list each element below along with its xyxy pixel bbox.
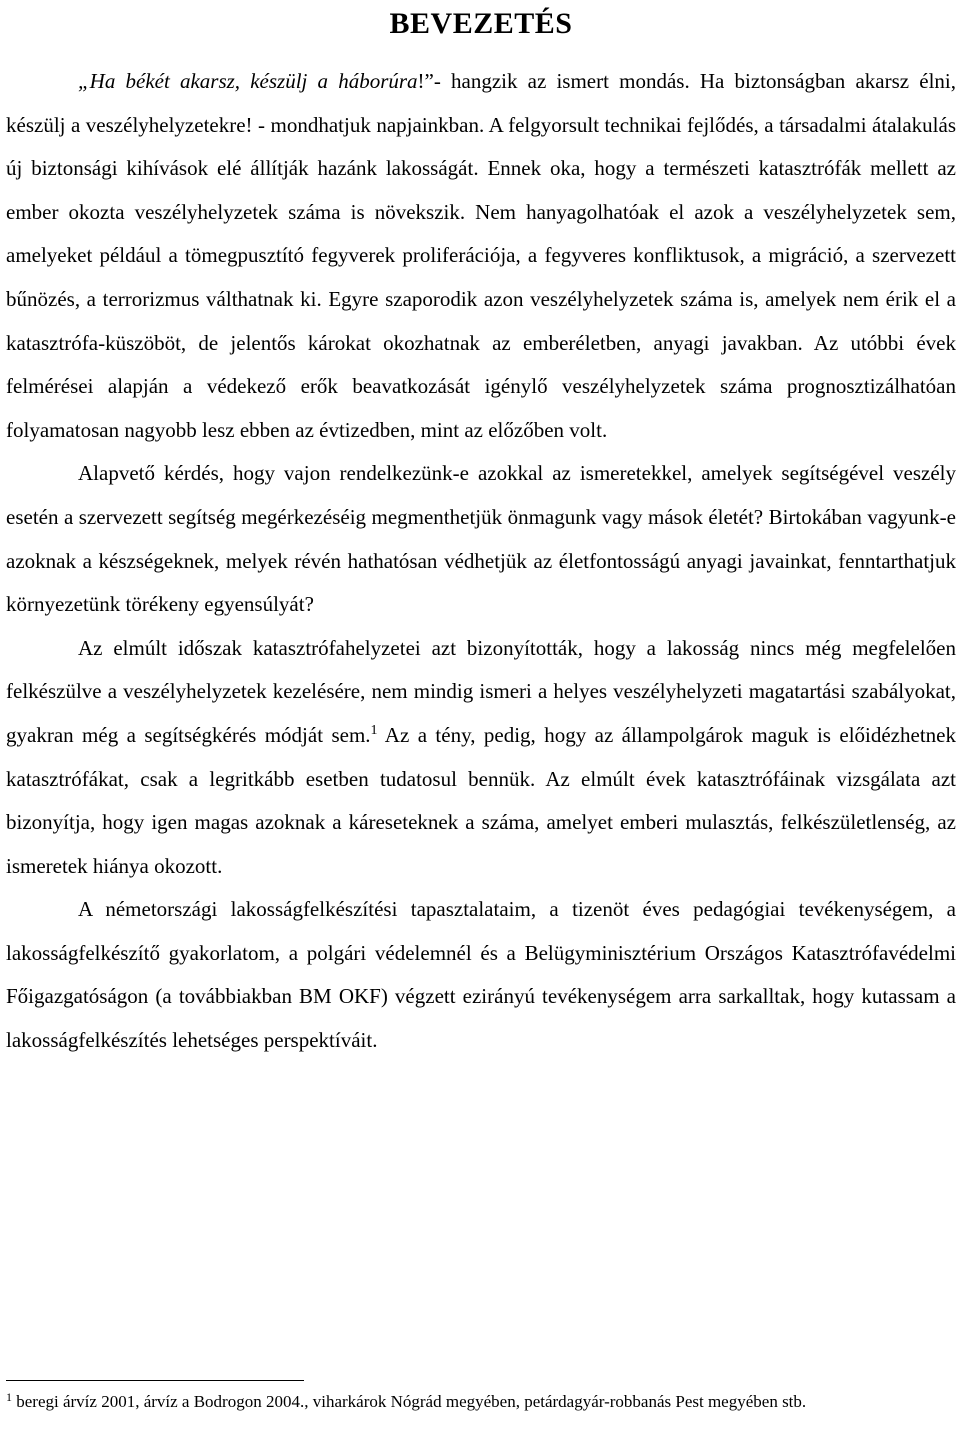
- footnote-number: 1: [6, 1390, 12, 1404]
- quote-text: „Ha békét akarsz, készülj a háborúra: [78, 69, 418, 93]
- footnote: [6, 1390, 886, 1413]
- page-title: BEVEZETÉS: [389, 7, 573, 40]
- paragraph-introduction: [6, 60, 956, 452]
- paragraph-experience: [6, 627, 956, 889]
- footnote-reference: 1: [370, 722, 378, 738]
- paragraph-text: Az elmúlt időszak katasztrófahelyzetei azt bizonyították, hogy a lakosság nincs még megfelelően felkészülve a veszélyhelyzetek kezelésére, nem mindig ismeri a helyes veszélyhelyzeti magatartási szabályokat, gyakran még a segítségkérés módját sem.: [6, 635, 956, 747]
- paragraph-motivation: A németországi lakosságfelkészítési tapasztalataim, a tizenöt éves pedagógiai tevékenységem, a lakosságfelkészítő gyakorlatom, a polgári védelemnél és a Belügyminisztérium Országos Katasztrófavédelmi Főigazgatóságon (a továbbiakban BM OKF) végzett ezirányú tevékenységem arra sarkalltak, hogy kutassam a lakosságfelkészítés lehetséges perspektíváit.: [6, 897, 956, 1053]
- paragraph-text: Az a tény, pedig, hogy az állampolgárok maguk is előidézhetnek katasztrófákat, csak a legritkább esetben tudatosul bennük. Az elmúlt évek katasztrófáinak vizsgálata azt bizonyítja, hogy igen magas azoknak a káreseteknek a száma, amelyet emberi mulasztás, felkészületlenség, az ismeretek hiánya okozott.: [6, 722, 956, 878]
- document-page: [6, 0, 956, 1063]
- paragraph-text: !”- hangzik az ismert mondás. Ha biztonságban akarsz élni, készülj a veszélyhelyzetekre! - mondhatjuk napjainkban. A felgyorsult technikai fejlődés, a társadalmi átalakulás új biztonsági kihívások elé állítják hazánk lakosságát. Ennek oka, hogy a természeti katasztrófák mellett az ember okozta veszélyhelyzetek száma is növekszik. Nem hanyagolhatóak el azok a veszélyhelyzetek sem, amelyeket például a tömegpusztító fegyverek proliferációja, a fegyveres konfliktusok, a migráció, a szervezett bűnözés, a terrorizmus válthatnak ki. Egyre szaporodik azon veszélyhelyzetek száma is, amelyek nem érik el a katasztrófa-küszöböt, de jelentős károkat okozhatnak az emberéletben, anyagi javakban. Az utóbbi évek felmérései alapján a védekező erők beavatkozását igénylő veszélyhelyzetek száma prognosztizálhatóan folyamatosan nagyobb lesz ebben az évtizedben, mint az előzőben volt.: [6, 69, 956, 442]
- footnote-separator: [6, 1380, 304, 1381]
- footnote-text: beregi árvíz 2001, árvíz a Bodrogon 2004., viharkárok Nógrád megyében, petárdagyár-robbanás Pest megyében stb.: [12, 1392, 807, 1411]
- paragraph-question: Alapvető kérdés, hogy vajon rendelkezünk-e azokkal az ismeretekkel, amelyek segítségével veszély esetén a szervezett segítség megérkezéséig megmenthetjük önmagunk vagy mások életét? Birtokában vagyunk-e azoknak a készségeknek, melyek révén hathatósan védhetjük az életfontosságú anyagi javainkat, fenntarthatjuk környezetünk törékeny egyensúlyát?: [6, 461, 956, 617]
